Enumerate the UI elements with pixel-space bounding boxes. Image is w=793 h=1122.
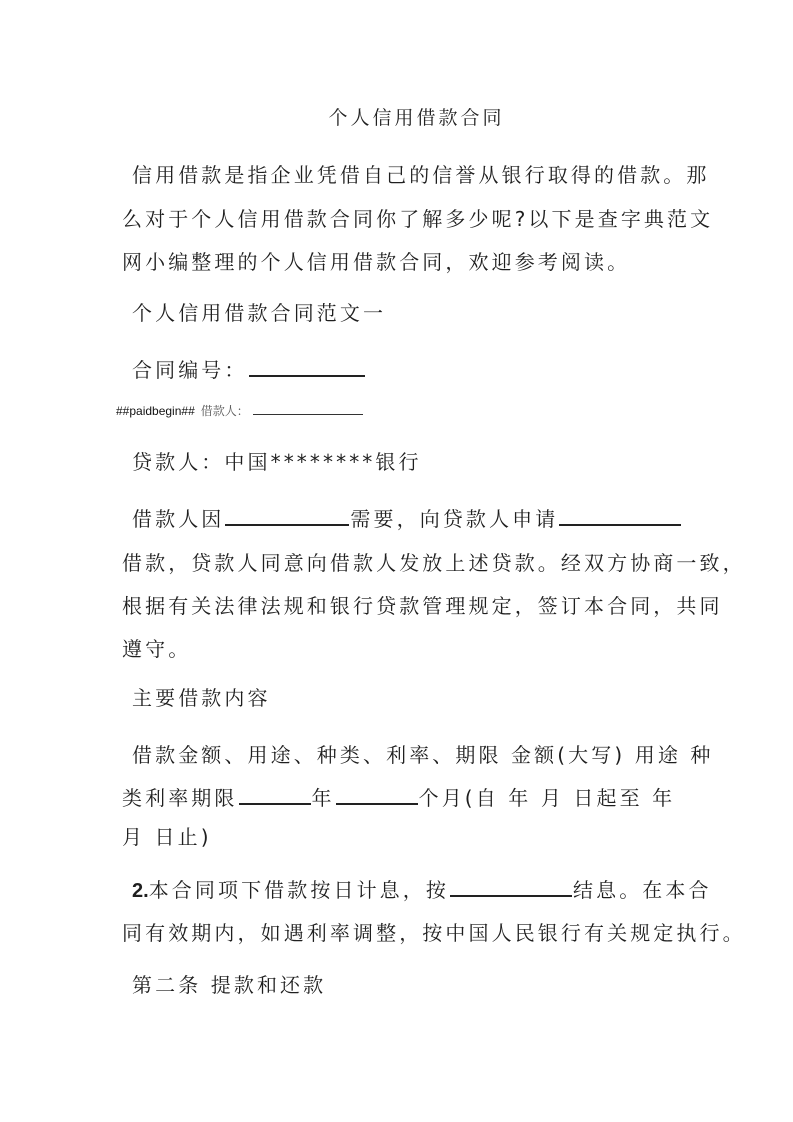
borrow-para-line-3: 根据有关法律法规和银行贷款管理规定，签订本合同，共同: [122, 594, 723, 618]
loan-term-label: 类利率期限: [122, 786, 238, 810]
borrow-para-line-4: 遵守。: [122, 637, 192, 661]
contract-number-label: 合同编号：: [132, 358, 248, 382]
main-content-heading: 主要借款内容: [132, 686, 271, 710]
interest-label: 本合同项下借款按日计息，按: [148, 878, 449, 902]
paid-marker: ##paidbegin##: [116, 404, 195, 418]
intro-line-2: 么对于个人信用借款合同你了解多少呢?以下是查字典范文: [122, 207, 714, 231]
borrow-reason-blank[interactable]: [225, 506, 349, 526]
borrower-label: 借款人：: [200, 404, 249, 418]
borrow-para-line-1: [132, 503, 682, 532]
intro-line-1: 信用借款是指企业凭借自己的信誉从银行取得的借款。那: [132, 163, 710, 187]
borrow-para-line-2: 借款，贷款人同意向借款人发放上述贷款。经双方协商一致，: [122, 551, 746, 575]
document-title: 个人信用借款合同: [328, 107, 505, 129]
borrower-line: [116, 402, 363, 419]
interest-para-line-2: 同有效期内，如遇利率调整，按中国人民银行有关规定执行。: [122, 921, 746, 945]
lender-line: 贷款人：中国********银行: [132, 450, 422, 474]
intro-line-3: 网小编整理的个人信用借款合同，欢迎参考阅读。: [122, 250, 631, 274]
loan-para-line-2: [122, 782, 675, 811]
years-label: 年: [311, 786, 335, 810]
contract-number-line: [132, 354, 366, 383]
loan-period-label: 个月(自 年 月 日起至 年: [418, 786, 676, 810]
interest-para-line-1: [132, 874, 712, 903]
article-2-heading: 第二条 提款和还款: [132, 973, 327, 997]
loan-para-line-3: 月 日止): [122, 825, 212, 849]
borrow-apply-label: 需要，向贷款人申请: [350, 507, 559, 531]
borrow-amount-blank[interactable]: [559, 506, 681, 526]
loan-months-blank[interactable]: [336, 785, 418, 805]
interest-tail: 结息。在本合: [573, 878, 712, 902]
loan-years-blank[interactable]: [239, 785, 311, 805]
borrower-blank[interactable]: [253, 404, 363, 415]
section-heading: 个人信用借款合同范文一: [132, 301, 387, 325]
clause-number: 2.: [132, 880, 149, 902]
borrow-reason-label: 借款人因: [132, 507, 225, 531]
loan-para-line-1: 借款金额、用途、种类、利率、期限 金额(大写) 用途 种: [132, 743, 714, 767]
interest-settlement-blank[interactable]: [450, 877, 572, 897]
contract-number-blank[interactable]: [249, 357, 365, 377]
